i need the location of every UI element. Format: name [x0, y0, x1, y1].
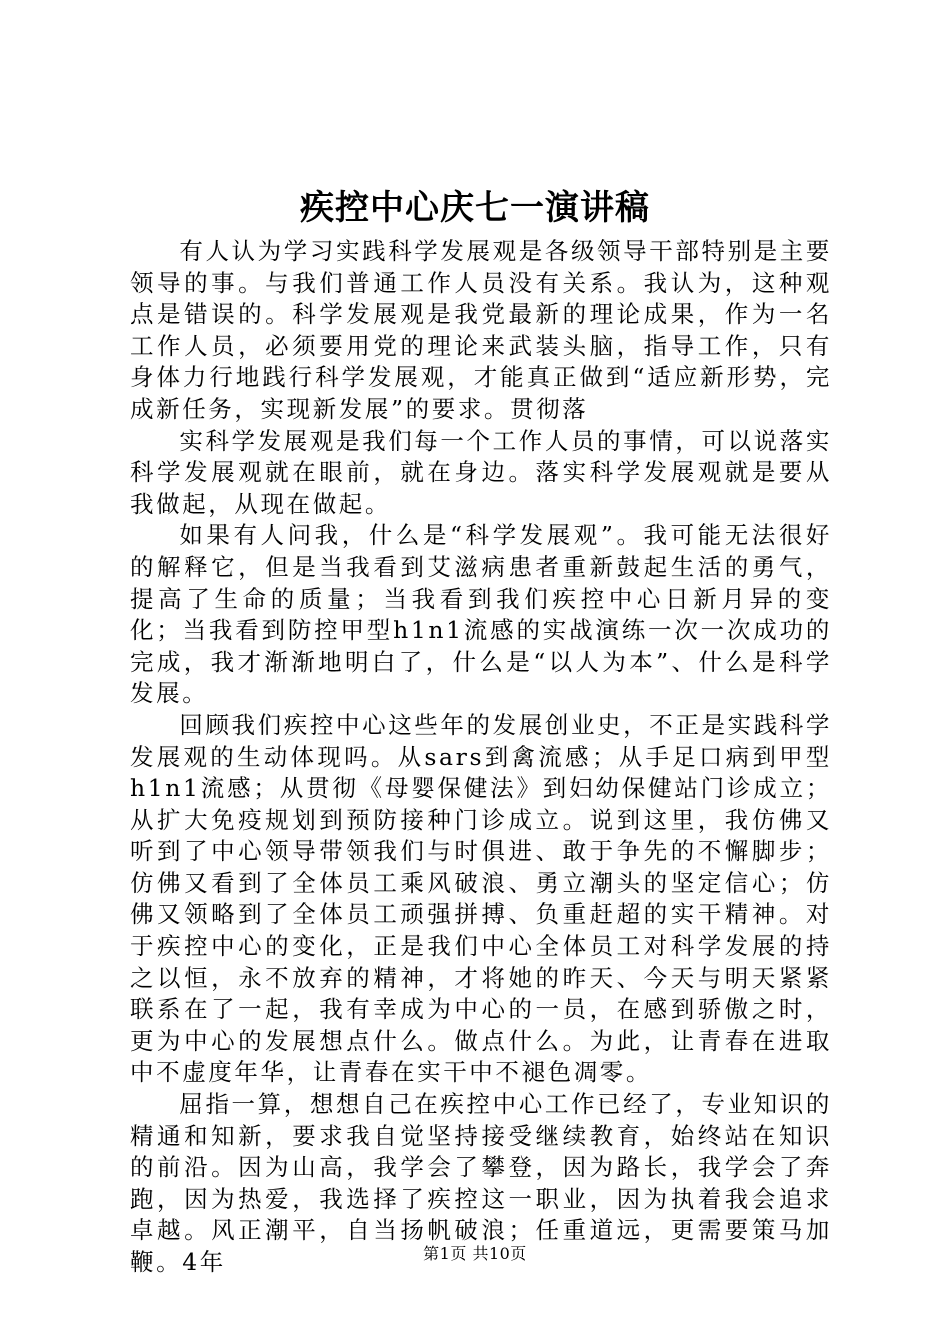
- paragraph-3: 如果有人问我，什么是“科学发展观”。我可能无法很好的解释它，但是当我看到艾滋病患者重新鼓起生活的勇气，提高了生命的质量；当我看到我们疾控中心日新月异的变化；当我看到防控甲型h1n1流感的实战演练一次一次成功的完成，我才渐渐地明白了，什么是“以人为本”、什么是科学发展。: [130, 521, 832, 708]
- paragraph-4: 回顾我们疾控中心这些年的发展创业史，不正是实践科学发展观的生动体现吗。从sars到禽流感；从手足口病到甲型h1n1流感；从贯彻《母婴保健法》到妇幼保健站门诊成立；从扩大免疫规划到预防接种门诊成立。说到这里，我仿佛又听到了中心领导带领我们与时俱进、敢于争先的不懈脚步；仿佛又看到了全体员工乘风破浪、勇立潮头的坚定信心；仿佛又领略到了全体员工顽强拼搏、负重赶超的实干精神。对于疾控中心的变化，正是我们中心全体员工对科学发展的持之以恒，永不放弃的精神，才将她的昨天、今天与明天紧紧联系在了一起，我有幸成为中心的一员，在感到骄傲之时，更为中心的发展想点什么。做点什么。为此，让青春在进取中不虚度年华，让青春在实干中不褪色凋零。: [130, 710, 832, 1087]
- paragraph-2: 实科学发展观是我们每一个工作人员的事情，可以说落实科学发展观就在眼前，就在身边。落实科学发展观就是要从我做起，从现在做起。: [130, 426, 832, 518]
- document-body: [130, 236, 832, 1279]
- page-number-footer: 第1页 共10页: [423, 1244, 527, 1263]
- document-title: 疾控中心庆七一演讲稿: [300, 188, 650, 228]
- paragraph-5: 屈指一算，想想自己在疾控中心工作已经了，专业知识的精通和知新，要求我自觉坚持接受继续教育，始终站在知识的前沿。因为山高，我学会了攀登，因为路长，我学会了奔跑，因为热爱，我选择了疾控这一职业，因为执着我会追求卓越。风正潮平，自当扬帆破浪；任重道远，更需要策马加鞭。4年: [130, 1090, 832, 1276]
- paragraph-1: 有人认为学习实践科学发展观是各级领导干部特别是主要领导的事。与我们普通工作人员没有关系。我认为，这种观点是错误的。科学发展观是我党最新的理论成果，作为一名工作人员，必须要用党的理论来武装头脑，指导工作，只有身体力行地践行科学发展观，才能真正做到“适应新形势，完成新任务，实现新发展”的要求。贯彻落: [130, 237, 832, 423]
